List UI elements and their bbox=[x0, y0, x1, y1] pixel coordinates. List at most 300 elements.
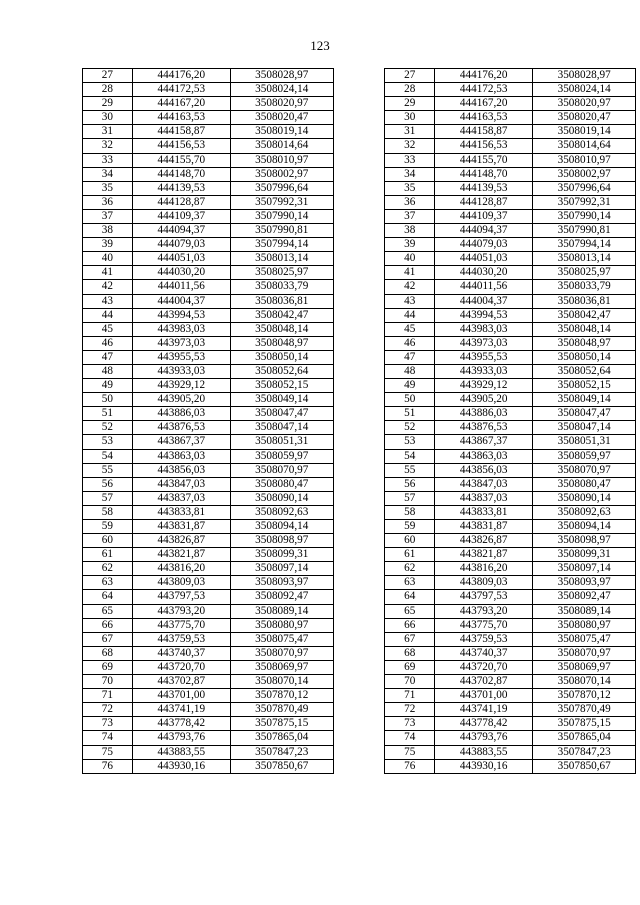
left-y-coordinate-cell: 3508013,14 bbox=[230, 252, 333, 266]
table-row bbox=[83, 562, 636, 576]
right-y-coordinate-cell: 3508020,97 bbox=[533, 97, 636, 111]
right-y-coordinate-cell: 3508033,79 bbox=[533, 280, 636, 294]
right-x-coordinate-cell: 444109,37 bbox=[435, 209, 533, 223]
left-y-coordinate-cell: 3508092,63 bbox=[230, 505, 333, 519]
right-point-number-cell: 32 bbox=[385, 139, 435, 153]
left-y-coordinate-cell: 3507865,04 bbox=[230, 731, 333, 745]
right-y-coordinate-cell: 3508092,63 bbox=[533, 505, 636, 519]
table-row bbox=[83, 646, 636, 660]
left-x-coordinate-cell: 443702,87 bbox=[132, 675, 230, 689]
column-gap bbox=[333, 139, 385, 153]
column-gap bbox=[333, 167, 385, 181]
right-y-coordinate-cell: 3508070,97 bbox=[533, 463, 636, 477]
coordinates-table-body bbox=[83, 69, 636, 774]
left-point-number-cell: 29 bbox=[83, 97, 133, 111]
right-y-coordinate-cell: 3508093,97 bbox=[533, 576, 636, 590]
left-x-coordinate-cell: 443759,53 bbox=[132, 632, 230, 646]
left-point-number-cell: 74 bbox=[83, 731, 133, 745]
right-y-coordinate-cell: 3508070,97 bbox=[533, 646, 636, 660]
table-row bbox=[83, 491, 636, 505]
left-x-coordinate-cell: 443905,20 bbox=[132, 393, 230, 407]
table-row bbox=[83, 477, 636, 491]
column-gap bbox=[333, 520, 385, 534]
right-x-coordinate-cell: 443831,87 bbox=[435, 520, 533, 534]
left-point-number-cell: 72 bbox=[83, 703, 133, 717]
left-point-number-cell: 40 bbox=[83, 252, 133, 266]
right-x-coordinate-cell: 443863,03 bbox=[435, 449, 533, 463]
left-x-coordinate-cell: 444139,53 bbox=[132, 181, 230, 195]
table-row bbox=[83, 364, 636, 378]
left-y-coordinate-cell: 3507847,23 bbox=[230, 745, 333, 759]
right-y-coordinate-cell: 3508048,14 bbox=[533, 322, 636, 336]
left-x-coordinate-cell: 443863,03 bbox=[132, 449, 230, 463]
right-point-number-cell: 27 bbox=[385, 69, 435, 83]
right-point-number-cell: 30 bbox=[385, 111, 435, 125]
left-point-number-cell: 73 bbox=[83, 717, 133, 731]
right-x-coordinate-cell: 444158,87 bbox=[435, 125, 533, 139]
left-y-coordinate-cell: 3508024,14 bbox=[230, 83, 333, 97]
table-row bbox=[83, 576, 636, 590]
left-x-coordinate-cell: 444109,37 bbox=[132, 209, 230, 223]
left-x-coordinate-cell: 444163,53 bbox=[132, 111, 230, 125]
right-y-coordinate-cell: 3508002,97 bbox=[533, 167, 636, 181]
left-point-number-cell: 50 bbox=[83, 393, 133, 407]
right-y-coordinate-cell: 3507992,31 bbox=[533, 195, 636, 209]
left-x-coordinate-cell: 444148,70 bbox=[132, 167, 230, 181]
column-gap bbox=[333, 238, 385, 252]
table-row bbox=[83, 336, 636, 350]
right-point-number-cell: 29 bbox=[385, 97, 435, 111]
left-x-coordinate-cell: 444004,37 bbox=[132, 294, 230, 308]
right-x-coordinate-cell: 444079,03 bbox=[435, 238, 533, 252]
left-x-coordinate-cell: 443973,03 bbox=[132, 336, 230, 350]
column-gap bbox=[333, 759, 385, 773]
left-point-number-cell: 44 bbox=[83, 308, 133, 322]
right-x-coordinate-cell: 444167,20 bbox=[435, 97, 533, 111]
column-gap bbox=[333, 562, 385, 576]
right-x-coordinate-cell: 443905,20 bbox=[435, 393, 533, 407]
right-point-number-cell: 70 bbox=[385, 675, 435, 689]
right-point-number-cell: 38 bbox=[385, 224, 435, 238]
left-point-number-cell: 70 bbox=[83, 675, 133, 689]
right-x-coordinate-cell: 443847,03 bbox=[435, 477, 533, 491]
right-y-coordinate-cell: 3508075,47 bbox=[533, 632, 636, 646]
right-point-number-cell: 62 bbox=[385, 562, 435, 576]
left-point-number-cell: 33 bbox=[83, 153, 133, 167]
left-point-number-cell: 62 bbox=[83, 562, 133, 576]
column-gap bbox=[333, 703, 385, 717]
table-row bbox=[83, 421, 636, 435]
right-point-number-cell: 68 bbox=[385, 646, 435, 660]
column-gap bbox=[333, 125, 385, 139]
column-gap bbox=[333, 632, 385, 646]
left-y-coordinate-cell: 3508051,31 bbox=[230, 435, 333, 449]
right-y-coordinate-cell: 3507994,14 bbox=[533, 238, 636, 252]
right-x-coordinate-cell: 443778,42 bbox=[435, 717, 533, 731]
left-point-number-cell: 64 bbox=[83, 590, 133, 604]
right-y-coordinate-cell: 3507865,04 bbox=[533, 731, 636, 745]
left-y-coordinate-cell: 3507996,64 bbox=[230, 181, 333, 195]
right-point-number-cell: 54 bbox=[385, 449, 435, 463]
table-row bbox=[83, 534, 636, 548]
right-y-coordinate-cell: 3508098,97 bbox=[533, 534, 636, 548]
right-y-coordinate-cell: 3508036,81 bbox=[533, 294, 636, 308]
table-row bbox=[83, 322, 636, 336]
column-gap bbox=[333, 717, 385, 731]
left-y-coordinate-cell: 3507850,67 bbox=[230, 759, 333, 773]
left-y-coordinate-cell: 3508047,14 bbox=[230, 421, 333, 435]
table-row bbox=[83, 379, 636, 393]
left-x-coordinate-cell: 443775,70 bbox=[132, 618, 230, 632]
left-x-coordinate-cell: 444156,53 bbox=[132, 139, 230, 153]
table-row bbox=[83, 97, 636, 111]
right-x-coordinate-cell: 443821,87 bbox=[435, 548, 533, 562]
right-point-number-cell: 75 bbox=[385, 745, 435, 759]
right-point-number-cell: 42 bbox=[385, 280, 435, 294]
table-row bbox=[83, 83, 636, 97]
left-y-coordinate-cell: 3508070,97 bbox=[230, 463, 333, 477]
right-x-coordinate-cell: 443826,87 bbox=[435, 534, 533, 548]
right-y-coordinate-cell: 3508051,31 bbox=[533, 435, 636, 449]
table-row bbox=[83, 731, 636, 745]
table-row bbox=[83, 675, 636, 689]
right-y-coordinate-cell: 3508092,47 bbox=[533, 590, 636, 604]
column-gap bbox=[333, 646, 385, 660]
left-y-coordinate-cell: 3508020,47 bbox=[230, 111, 333, 125]
right-x-coordinate-cell: 444011,56 bbox=[435, 280, 533, 294]
right-point-number-cell: 40 bbox=[385, 252, 435, 266]
left-point-number-cell: 54 bbox=[83, 449, 133, 463]
left-y-coordinate-cell: 3507870,49 bbox=[230, 703, 333, 717]
page-number: 123 bbox=[310, 38, 330, 53]
left-x-coordinate-cell: 443809,03 bbox=[132, 576, 230, 590]
right-y-coordinate-cell: 3508069,97 bbox=[533, 660, 636, 674]
left-x-coordinate-cell: 443837,03 bbox=[132, 491, 230, 505]
left-point-number-cell: 68 bbox=[83, 646, 133, 660]
column-gap bbox=[333, 195, 385, 209]
right-point-number-cell: 64 bbox=[385, 590, 435, 604]
right-x-coordinate-cell: 443883,55 bbox=[435, 745, 533, 759]
right-x-coordinate-cell: 444148,70 bbox=[435, 167, 533, 181]
left-x-coordinate-cell: 443793,20 bbox=[132, 604, 230, 618]
column-gap bbox=[333, 280, 385, 294]
left-x-coordinate-cell: 443701,00 bbox=[132, 689, 230, 703]
column-gap bbox=[333, 491, 385, 505]
left-x-coordinate-cell: 443821,87 bbox=[132, 548, 230, 562]
column-gap bbox=[333, 111, 385, 125]
right-point-number-cell: 56 bbox=[385, 477, 435, 491]
right-y-coordinate-cell: 3508047,14 bbox=[533, 421, 636, 435]
table-row bbox=[83, 266, 636, 280]
left-point-number-cell: 37 bbox=[83, 209, 133, 223]
table-row bbox=[83, 520, 636, 534]
right-y-coordinate-cell: 3508028,97 bbox=[533, 69, 636, 83]
right-x-coordinate-cell: 443816,20 bbox=[435, 562, 533, 576]
right-x-coordinate-cell: 443886,03 bbox=[435, 407, 533, 421]
right-point-number-cell: 58 bbox=[385, 505, 435, 519]
left-point-number-cell: 35 bbox=[83, 181, 133, 195]
right-y-coordinate-cell: 3508013,14 bbox=[533, 252, 636, 266]
column-gap bbox=[333, 449, 385, 463]
left-point-number-cell: 57 bbox=[83, 491, 133, 505]
right-point-number-cell: 57 bbox=[385, 491, 435, 505]
left-point-number-cell: 32 bbox=[83, 139, 133, 153]
right-point-number-cell: 72 bbox=[385, 703, 435, 717]
column-gap bbox=[333, 590, 385, 604]
right-x-coordinate-cell: 444156,53 bbox=[435, 139, 533, 153]
right-point-number-cell: 43 bbox=[385, 294, 435, 308]
left-y-coordinate-cell: 3508002,97 bbox=[230, 167, 333, 181]
column-gap bbox=[333, 252, 385, 266]
right-point-number-cell: 31 bbox=[385, 125, 435, 139]
left-y-coordinate-cell: 3508092,47 bbox=[230, 590, 333, 604]
right-point-number-cell: 41 bbox=[385, 266, 435, 280]
left-point-number-cell: 55 bbox=[83, 463, 133, 477]
table-row bbox=[83, 308, 636, 322]
table-row bbox=[83, 407, 636, 421]
left-point-number-cell: 45 bbox=[83, 322, 133, 336]
column-gap bbox=[333, 675, 385, 689]
right-y-coordinate-cell: 3508020,47 bbox=[533, 111, 636, 125]
left-x-coordinate-cell: 443886,03 bbox=[132, 407, 230, 421]
left-point-number-cell: 36 bbox=[83, 195, 133, 209]
left-x-coordinate-cell: 443994,53 bbox=[132, 308, 230, 322]
left-y-coordinate-cell: 3508059,97 bbox=[230, 449, 333, 463]
table-row bbox=[83, 689, 636, 703]
right-x-coordinate-cell: 444155,70 bbox=[435, 153, 533, 167]
left-y-coordinate-cell: 3508080,47 bbox=[230, 477, 333, 491]
left-x-coordinate-cell: 443816,20 bbox=[132, 562, 230, 576]
left-y-coordinate-cell: 3508052,64 bbox=[230, 364, 333, 378]
column-gap bbox=[333, 350, 385, 364]
right-point-number-cell: 55 bbox=[385, 463, 435, 477]
left-x-coordinate-cell: 443831,87 bbox=[132, 520, 230, 534]
left-point-number-cell: 59 bbox=[83, 520, 133, 534]
left-x-coordinate-cell: 444030,20 bbox=[132, 266, 230, 280]
column-gap bbox=[333, 421, 385, 435]
left-point-number-cell: 42 bbox=[83, 280, 133, 294]
left-point-number-cell: 38 bbox=[83, 224, 133, 238]
table-row bbox=[83, 238, 636, 252]
left-point-number-cell: 48 bbox=[83, 364, 133, 378]
table-row bbox=[83, 745, 636, 759]
right-x-coordinate-cell: 443701,00 bbox=[435, 689, 533, 703]
right-y-coordinate-cell: 3508042,47 bbox=[533, 308, 636, 322]
right-point-number-cell: 36 bbox=[385, 195, 435, 209]
right-x-coordinate-cell: 443702,87 bbox=[435, 675, 533, 689]
table-row bbox=[83, 435, 636, 449]
left-y-coordinate-cell: 3508025,97 bbox=[230, 266, 333, 280]
left-y-coordinate-cell: 3507990,81 bbox=[230, 224, 333, 238]
left-point-number-cell: 47 bbox=[83, 350, 133, 364]
right-y-coordinate-cell: 3508050,14 bbox=[533, 350, 636, 364]
left-point-number-cell: 31 bbox=[83, 125, 133, 139]
left-point-number-cell: 39 bbox=[83, 238, 133, 252]
right-point-number-cell: 34 bbox=[385, 167, 435, 181]
left-x-coordinate-cell: 443883,55 bbox=[132, 745, 230, 759]
right-point-number-cell: 37 bbox=[385, 209, 435, 223]
left-x-coordinate-cell: 443983,03 bbox=[132, 322, 230, 336]
right-y-coordinate-cell: 3508049,14 bbox=[533, 393, 636, 407]
right-point-number-cell: 71 bbox=[385, 689, 435, 703]
left-x-coordinate-cell: 443778,42 bbox=[132, 717, 230, 731]
right-x-coordinate-cell: 444139,53 bbox=[435, 181, 533, 195]
column-gap bbox=[333, 379, 385, 393]
right-x-coordinate-cell: 444004,37 bbox=[435, 294, 533, 308]
left-point-number-cell: 30 bbox=[83, 111, 133, 125]
column-gap bbox=[333, 576, 385, 590]
column-gap bbox=[333, 393, 385, 407]
right-x-coordinate-cell: 443983,03 bbox=[435, 322, 533, 336]
left-y-coordinate-cell: 3508033,79 bbox=[230, 280, 333, 294]
left-x-coordinate-cell: 443929,12 bbox=[132, 379, 230, 393]
right-x-coordinate-cell: 444051,03 bbox=[435, 252, 533, 266]
left-y-coordinate-cell: 3508048,97 bbox=[230, 336, 333, 350]
table-row bbox=[83, 195, 636, 209]
left-point-number-cell: 46 bbox=[83, 336, 133, 350]
right-x-coordinate-cell: 444030,20 bbox=[435, 266, 533, 280]
right-x-coordinate-cell: 444172,53 bbox=[435, 83, 533, 97]
left-x-coordinate-cell: 443867,37 bbox=[132, 435, 230, 449]
column-gap bbox=[333, 83, 385, 97]
left-x-coordinate-cell: 443797,53 bbox=[132, 590, 230, 604]
right-y-coordinate-cell: 3508099,31 bbox=[533, 548, 636, 562]
left-point-number-cell: 67 bbox=[83, 632, 133, 646]
right-y-coordinate-cell: 3507850,67 bbox=[533, 759, 636, 773]
table-row bbox=[83, 717, 636, 731]
right-point-number-cell: 35 bbox=[385, 181, 435, 195]
column-gap bbox=[333, 618, 385, 632]
right-y-coordinate-cell: 3507847,23 bbox=[533, 745, 636, 759]
left-x-coordinate-cell: 444011,56 bbox=[132, 280, 230, 294]
left-point-number-cell: 28 bbox=[83, 83, 133, 97]
left-y-coordinate-cell: 3508089,14 bbox=[230, 604, 333, 618]
table-row bbox=[83, 139, 636, 153]
right-y-coordinate-cell: 3507870,49 bbox=[533, 703, 636, 717]
left-y-coordinate-cell: 3508020,97 bbox=[230, 97, 333, 111]
right-x-coordinate-cell: 443797,53 bbox=[435, 590, 533, 604]
right-point-number-cell: 74 bbox=[385, 731, 435, 745]
left-x-coordinate-cell: 444094,37 bbox=[132, 224, 230, 238]
table-row bbox=[83, 463, 636, 477]
table-row bbox=[83, 548, 636, 562]
right-x-coordinate-cell: 443867,37 bbox=[435, 435, 533, 449]
column-gap bbox=[333, 364, 385, 378]
column-gap bbox=[333, 505, 385, 519]
left-y-coordinate-cell: 3508097,14 bbox=[230, 562, 333, 576]
right-point-number-cell: 73 bbox=[385, 717, 435, 731]
left-x-coordinate-cell: 443833,81 bbox=[132, 505, 230, 519]
right-point-number-cell: 50 bbox=[385, 393, 435, 407]
right-y-coordinate-cell: 3508090,14 bbox=[533, 491, 636, 505]
table-row bbox=[83, 449, 636, 463]
left-x-coordinate-cell: 443856,03 bbox=[132, 463, 230, 477]
table-row bbox=[83, 350, 636, 364]
column-gap bbox=[333, 69, 385, 83]
column-gap bbox=[333, 477, 385, 491]
table-row bbox=[83, 111, 636, 125]
right-x-coordinate-cell: 443720,70 bbox=[435, 660, 533, 674]
right-y-coordinate-cell: 3508047,47 bbox=[533, 407, 636, 421]
left-point-number-cell: 41 bbox=[83, 266, 133, 280]
coordinates-table bbox=[82, 68, 636, 774]
right-x-coordinate-cell: 443837,03 bbox=[435, 491, 533, 505]
right-x-coordinate-cell: 443759,53 bbox=[435, 632, 533, 646]
left-x-coordinate-cell: 444176,20 bbox=[132, 69, 230, 83]
column-gap bbox=[333, 660, 385, 674]
left-point-number-cell: 43 bbox=[83, 294, 133, 308]
left-y-coordinate-cell: 3508010,97 bbox=[230, 153, 333, 167]
left-point-number-cell: 56 bbox=[83, 477, 133, 491]
right-x-coordinate-cell: 443741,19 bbox=[435, 703, 533, 717]
column-gap bbox=[333, 689, 385, 703]
left-point-number-cell: 66 bbox=[83, 618, 133, 632]
left-y-coordinate-cell: 3507994,14 bbox=[230, 238, 333, 252]
right-point-number-cell: 67 bbox=[385, 632, 435, 646]
right-x-coordinate-cell: 443793,76 bbox=[435, 731, 533, 745]
left-point-number-cell: 58 bbox=[83, 505, 133, 519]
left-y-coordinate-cell: 3508098,97 bbox=[230, 534, 333, 548]
right-y-coordinate-cell: 3507870,12 bbox=[533, 689, 636, 703]
left-y-coordinate-cell: 3507990,14 bbox=[230, 209, 333, 223]
table-row bbox=[83, 618, 636, 632]
right-y-coordinate-cell: 3508097,14 bbox=[533, 562, 636, 576]
right-y-coordinate-cell: 3508094,14 bbox=[533, 520, 636, 534]
left-y-coordinate-cell: 3508042,47 bbox=[230, 308, 333, 322]
table-row bbox=[83, 167, 636, 181]
left-y-coordinate-cell: 3507870,12 bbox=[230, 689, 333, 703]
right-point-number-cell: 47 bbox=[385, 350, 435, 364]
left-point-number-cell: 27 bbox=[83, 69, 133, 83]
right-point-number-cell: 60 bbox=[385, 534, 435, 548]
left-x-coordinate-cell: 444079,03 bbox=[132, 238, 230, 252]
right-point-number-cell: 69 bbox=[385, 660, 435, 674]
right-y-coordinate-cell: 3508019,14 bbox=[533, 125, 636, 139]
table-row bbox=[83, 125, 636, 139]
right-point-number-cell: 76 bbox=[385, 759, 435, 773]
right-x-coordinate-cell: 443833,81 bbox=[435, 505, 533, 519]
right-x-coordinate-cell: 443856,03 bbox=[435, 463, 533, 477]
table-row bbox=[83, 703, 636, 717]
right-y-coordinate-cell: 3508014,64 bbox=[533, 139, 636, 153]
right-y-coordinate-cell: 3508070,14 bbox=[533, 675, 636, 689]
left-y-coordinate-cell: 3508090,14 bbox=[230, 491, 333, 505]
column-gap bbox=[333, 308, 385, 322]
left-y-coordinate-cell: 3508014,64 bbox=[230, 139, 333, 153]
left-x-coordinate-cell: 443720,70 bbox=[132, 660, 230, 674]
left-point-number-cell: 76 bbox=[83, 759, 133, 773]
right-point-number-cell: 44 bbox=[385, 308, 435, 322]
right-y-coordinate-cell: 3508010,97 bbox=[533, 153, 636, 167]
right-point-number-cell: 53 bbox=[385, 435, 435, 449]
left-x-coordinate-cell: 444155,70 bbox=[132, 153, 230, 167]
right-x-coordinate-cell: 443809,03 bbox=[435, 576, 533, 590]
left-y-coordinate-cell: 3508099,31 bbox=[230, 548, 333, 562]
left-point-number-cell: 65 bbox=[83, 604, 133, 618]
right-x-coordinate-cell: 444094,37 bbox=[435, 224, 533, 238]
right-point-number-cell: 39 bbox=[385, 238, 435, 252]
column-gap bbox=[333, 294, 385, 308]
right-x-coordinate-cell: 443955,53 bbox=[435, 350, 533, 364]
column-gap bbox=[333, 97, 385, 111]
right-x-coordinate-cell: 443930,16 bbox=[435, 759, 533, 773]
table-row bbox=[83, 604, 636, 618]
column-gap bbox=[333, 745, 385, 759]
left-y-coordinate-cell: 3508028,97 bbox=[230, 69, 333, 83]
right-y-coordinate-cell: 3508059,97 bbox=[533, 449, 636, 463]
left-point-number-cell: 69 bbox=[83, 660, 133, 674]
right-point-number-cell: 33 bbox=[385, 153, 435, 167]
